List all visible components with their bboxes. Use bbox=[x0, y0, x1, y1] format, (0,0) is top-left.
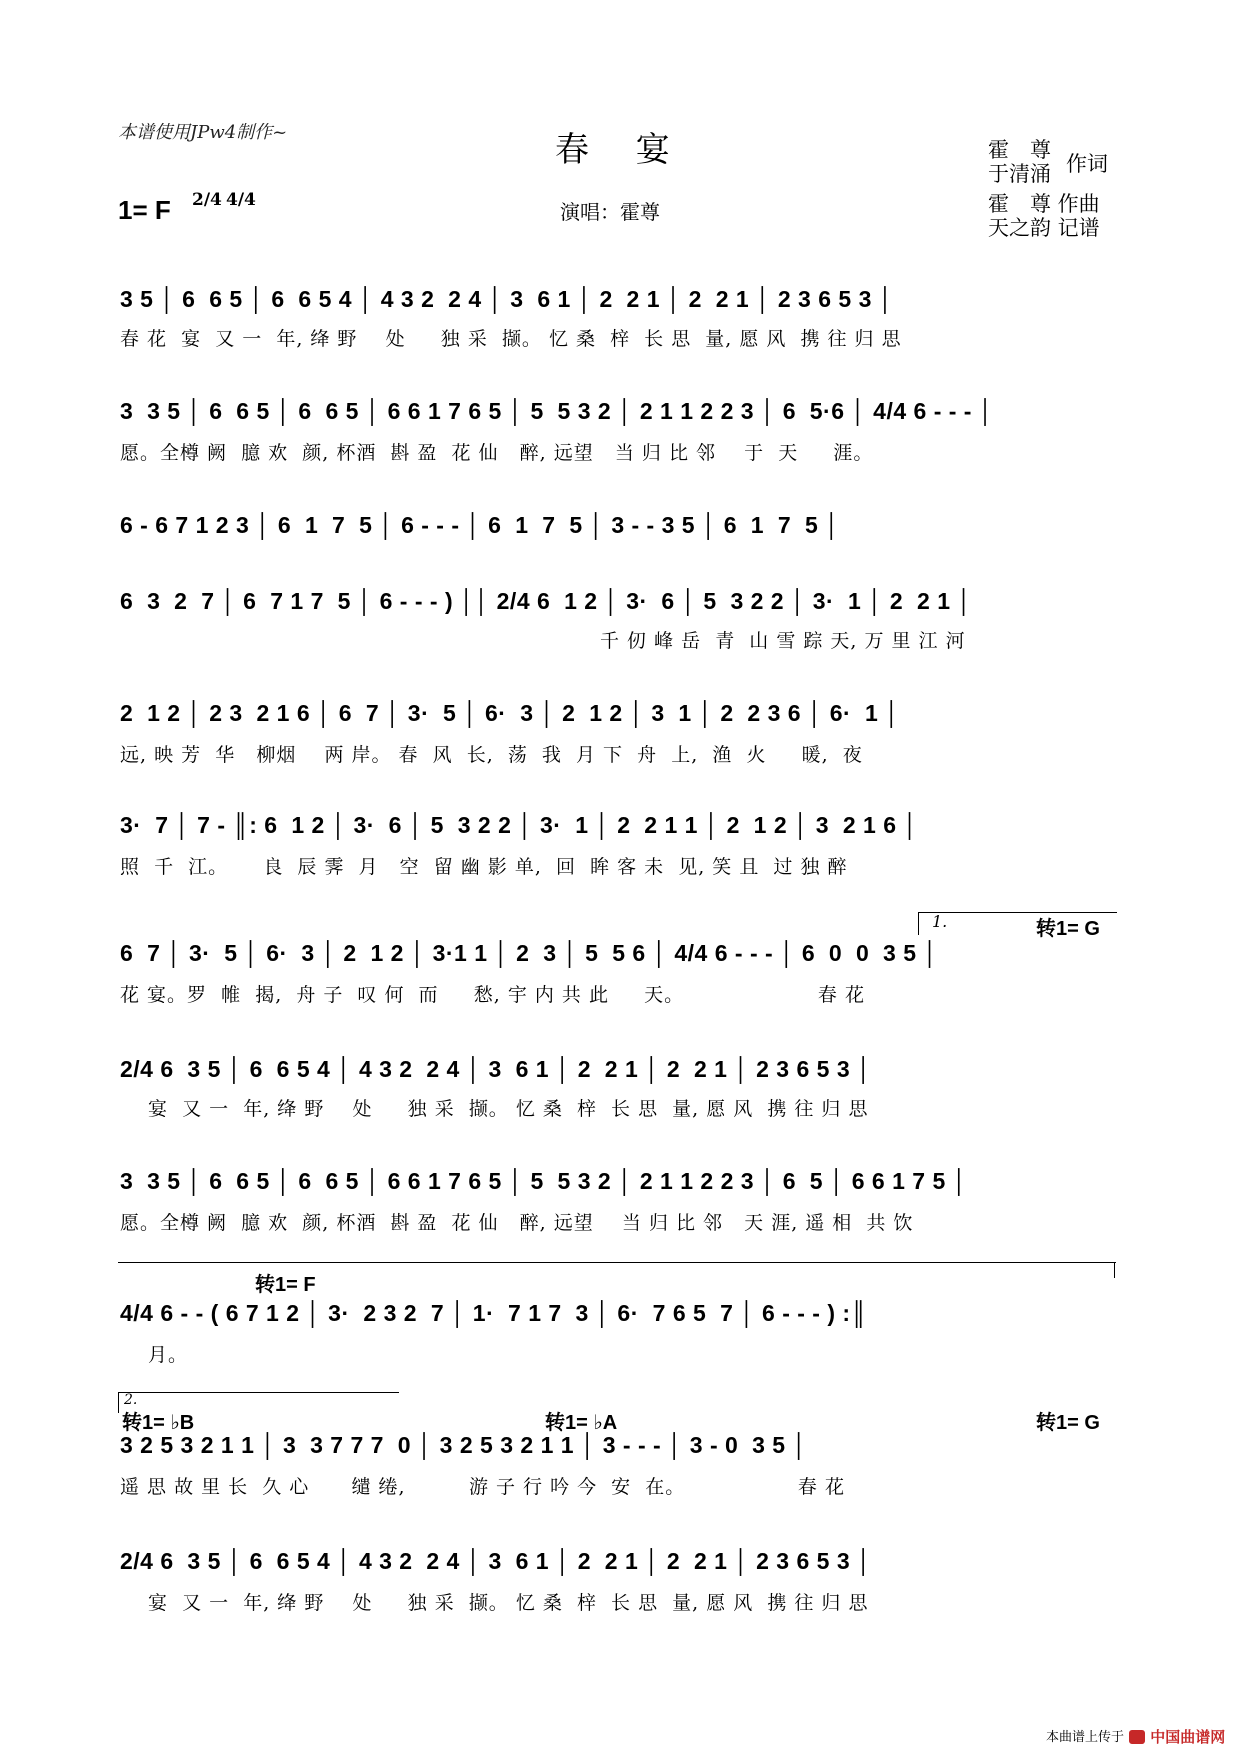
score-row-2-lyrics: 愿。全樽 阙 臆 欢 颜, 杯酒 斟 盈 花 仙 醉, 远望 当 归 比 邻 于 天 涯。 bbox=[120, 442, 874, 464]
score-row-8-lyrics: 宴 又 一 年, 绛 野 处 独 采 撷。 忆 桑 梓 长 思 量, 愿 风 携 往 归 思 bbox=[148, 1098, 869, 1120]
composer-credit: 霍 尊 作曲 bbox=[988, 192, 1100, 216]
score-row-6-notes: 3· 7 │ 7 - ║: 6 1 2 │ 3· 6 │ 5 3 2 2 │ 3· 1 │ 2 2 1 1 │ 2 1 2 │ 3 2 1 6 │ bbox=[120, 812, 919, 838]
transcriber-credit: 天之韵 记谱 bbox=[988, 216, 1100, 240]
score-row-6-lyrics: 照 千 江。 良 辰 霁 月 空 留 幽 影 单, 回 眸 客 未 见, 笑 且 过 独 醉 bbox=[120, 856, 848, 878]
modulation-g-1: 转1= G bbox=[1036, 918, 1100, 940]
score-row-1-notes: 3 5 │ 6 6 5 │ 6 6 5 4 │ 4 3 2 2 4 │ 3 6 1 │ 2 2 1 │ 2 2 1 │ 2 3 6 5 3 │ bbox=[120, 286, 894, 312]
footer-upload-text: 本曲谱上传于 bbox=[1046, 1730, 1125, 1745]
lyrics-role: 作词 bbox=[1066, 152, 1108, 176]
modulation-aflat: 转1= ♭A bbox=[545, 1412, 618, 1434]
lyricist-2: 于清涌 bbox=[988, 162, 1051, 186]
score-row-2-notes: 3 3 5 │ 6 6 5 │ 6 6 5 │ 6 6 1 7 6 5 │ 5 5 3 2 │ 2 1 1 2 2 3 │ 6 5·6 │ 4/4 6 - - - │ bbox=[120, 398, 994, 424]
score-row-3-notes: 6 - 6 7 1 2 3 │ 6 1 7 5 │ 6 - - - │ 6 1 7 5 │ 3 - - 3 5 │ 6 1 7 5 │ bbox=[120, 512, 841, 538]
modulation-f: 转1= F bbox=[255, 1274, 316, 1296]
score-row-1-lyrics: 春 花 宴 又 一 年, 绛 野 处 独 采 撷。 忆 桑 梓 长 思 量, 愿 风 携 往 归 思 bbox=[120, 328, 902, 350]
key-signature: 1= F bbox=[118, 195, 171, 225]
score-row-12-lyrics: 宴 又 一 年, 绛 野 处 独 采 撷。 忆 桑 梓 长 思 量, 愿 风 携 往 归 思 bbox=[148, 1592, 869, 1614]
singer-credit: 演唱：霍尊 bbox=[560, 200, 660, 224]
section-divider-line bbox=[118, 1262, 1116, 1263]
software-note: 本谱使用JPw4制作~ bbox=[118, 122, 288, 143]
score-row-10-notes: 4/4 6 - - ( 6 7 1 2 │ 3· 2 3 2 7 │ 1· 7 1 7 3 │ 6· 7 6 5 7 │ 6 - - - ) :║ bbox=[120, 1300, 868, 1326]
volta-2-label: 2. bbox=[124, 1392, 138, 1408]
volta-1-label: 1. bbox=[932, 912, 948, 931]
score-row-5-notes: 2 1 2 │ 2 3 2 1 6 │ 6 7 │ 3· 5 │ 6· 3 │ 2 1 2 │ 3 1 │ 2 2 3 6 │ 6· 1 │ bbox=[120, 700, 901, 726]
site-logo-icon bbox=[1129, 1730, 1145, 1744]
score-row-5-lyrics: 远, 映 芳 华 柳烟 两 岸。 春 风 长, 荡 我 月 下 舟 上, 渔 火 暖, 夜 bbox=[120, 744, 863, 766]
page-title: 春 宴 bbox=[555, 130, 688, 170]
score-row-4-notes: 6 3 2 7 │ 6 7 1 7 5 │ 6 - - - ) ││ 2/4 6 1 2 │ 3· 6 │ 5 3 2 2 │ 3· 1 │ 2 2 1 │ bbox=[120, 588, 973, 614]
site-name[interactable]: 中国曲谱网 bbox=[1150, 1728, 1226, 1746]
section-divider-end bbox=[1114, 1262, 1115, 1278]
score-row-7-lyrics: 花 宴。罗 帷 揭, 舟 子 叹 何 而 愁, 宇 内 共 此 天。 春 花 bbox=[120, 984, 865, 1006]
modulation-g-2: 转1= G bbox=[1036, 1412, 1100, 1434]
footer-upload bbox=[1046, 1726, 1225, 1747]
score-row-9-notes: 3 3 5 │ 6 6 5 │ 6 6 5 │ 6 6 1 7 6 5 │ 5 5 3 2 │ 2 1 1 2 2 3 │ 6 5 │ 6 6 1 7 5 │ bbox=[120, 1168, 968, 1194]
time-signature-2: 4/4 bbox=[226, 190, 256, 210]
lyricist-1: 霍 尊 bbox=[988, 138, 1051, 162]
score-row-4-lyrics: 千 仞 峰 岳 青 山 雪 踪 天, 万 里 江 河 bbox=[600, 630, 966, 652]
time-signature-1: 2/4 bbox=[192, 190, 222, 210]
score-row-9-lyrics: 愿。全樽 阙 臆 欢 颜, 杯酒 斟 盈 花 仙 醉, 远望 当 归 比 邻 天 涯, 遥 相 共 饮 bbox=[120, 1212, 914, 1234]
score-row-12-notes: 2/4 6 3 5 │ 6 6 5 4 │ 4 3 2 2 4 │ 3 6 1 │ 2 2 1 │ 2 2 1 │ 2 3 6 5 3 │ bbox=[120, 1548, 872, 1574]
score-row-11-lyrics: 遥 思 故 里 长 久 心 缱 绻, 游 子 行 吟 今 安 在。 春 花 bbox=[120, 1476, 845, 1498]
score-row-7-notes: 6 7 │ 3· 5 │ 6· 3 │ 2 1 2 │ 3·1 1 │ 2 3 │ 5 5 6 │ 4/4 6 - - - │ 6 0 0 3 5 │ bbox=[120, 940, 939, 966]
score-row-10-lyrics: 月。 bbox=[148, 1344, 189, 1366]
score-row-11-notes: 3 2 5 3 2 1 1 │ 3 3 7 7 7 0 │ 3 2 5 3 2 1 1 │ 3 - - - │ 3 - 0 3 5 │ bbox=[120, 1432, 808, 1458]
modulation-bflat: 转1= ♭B bbox=[122, 1412, 195, 1434]
score-row-8-notes: 2/4 6 3 5 │ 6 6 5 4 │ 4 3 2 2 4 │ 3 6 1 │ 2 2 1 │ 2 2 1 │ 2 3 6 5 3 │ bbox=[120, 1056, 872, 1082]
